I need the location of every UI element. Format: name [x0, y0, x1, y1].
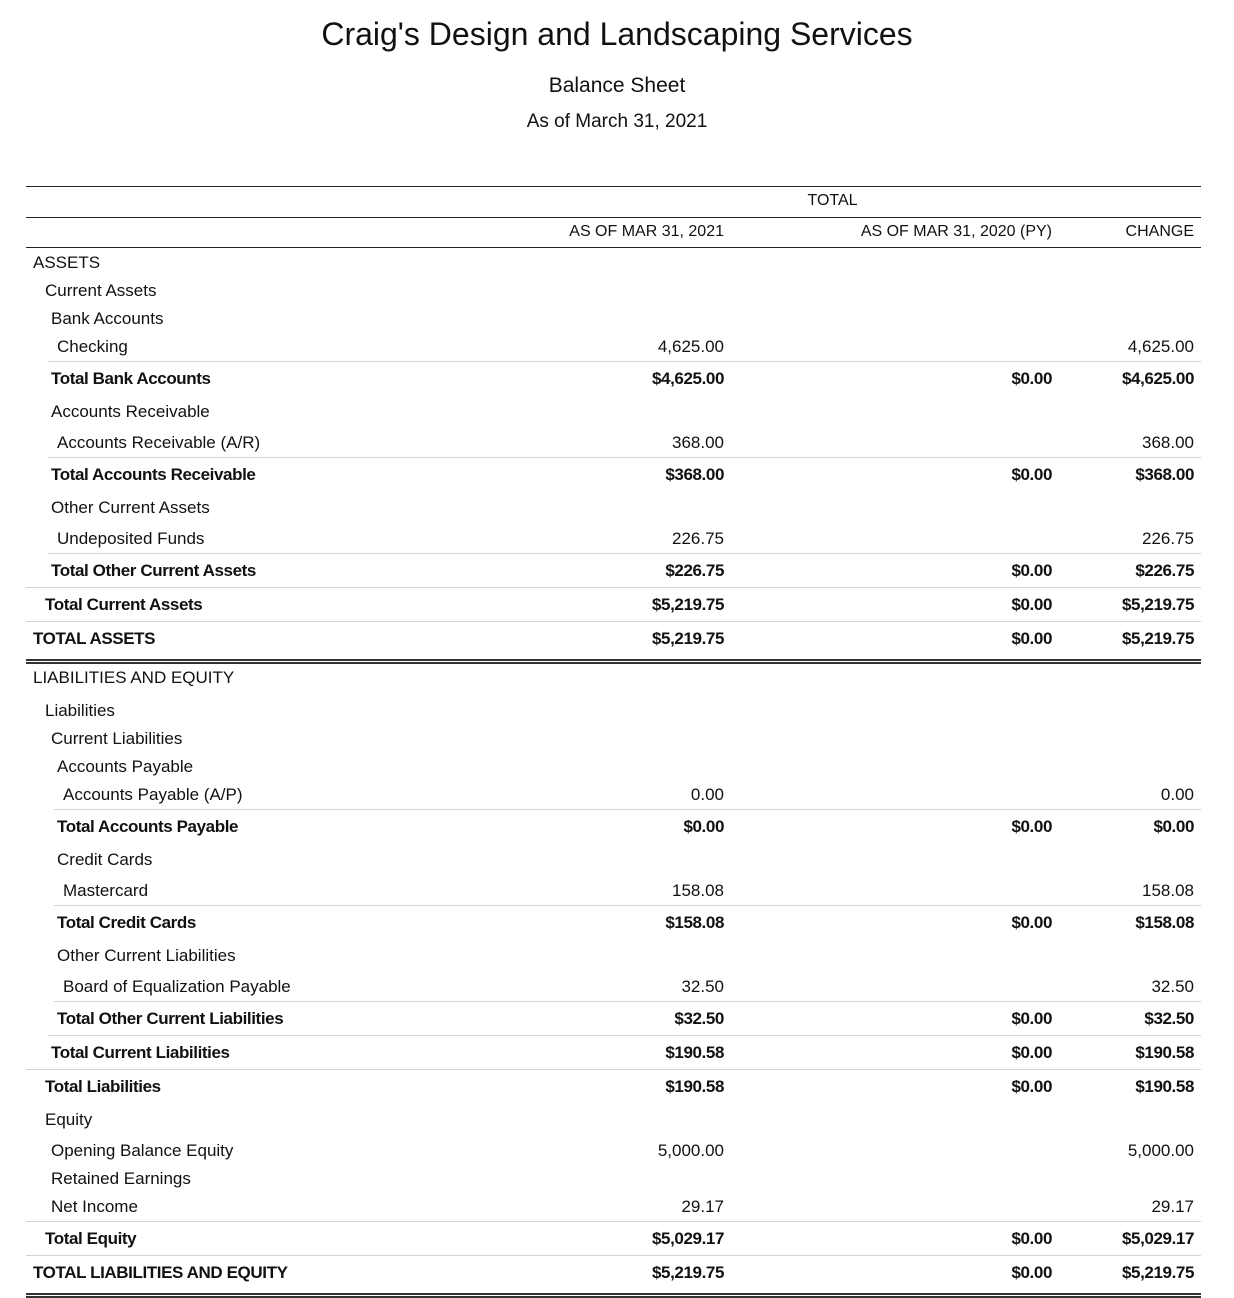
total-row-label: Total Equity: [45, 1229, 137, 1248]
value-prior: $0.00: [1011, 629, 1052, 648]
value-prior: $0.00: [1011, 369, 1052, 388]
value-current: 0.00: [690, 785, 724, 804]
row-separator: [26, 1221, 1201, 1222]
report-title: Balance Sheet: [548, 74, 686, 97]
row-separator: [26, 1255, 1201, 1256]
value-change: 4,625.00: [1127, 337, 1194, 356]
value-change: $368.00: [1135, 465, 1194, 484]
value-prior: $0.00: [1011, 817, 1052, 836]
value-change: 368.00: [1142, 433, 1194, 452]
row-separator: [48, 553, 1201, 554]
section-label: Current Liabilities: [51, 729, 183, 748]
value-prior: $0.00: [1011, 561, 1052, 580]
value-current: 368.00: [672, 433, 724, 452]
section-label: LIABILITIES AND EQUITY: [33, 668, 235, 687]
value-change: 5,000.00: [1127, 1141, 1194, 1160]
report-date: As of March 31, 2021: [526, 111, 708, 132]
column-header-current: AS OF MAR 31, 2021: [569, 223, 724, 240]
total-row-label: TOTAL ASSETS: [33, 629, 156, 648]
account-label: Retained Earnings: [51, 1169, 191, 1188]
value-current: $5,219.75: [651, 1263, 724, 1282]
value-prior: $0.00: [1011, 1077, 1052, 1096]
total-row-label: TOTAL LIABILITIES AND EQUITY: [33, 1263, 288, 1282]
column-header-rule: [26, 247, 1201, 248]
account-label: Checking: [57, 337, 128, 356]
section-label: Current Assets: [45, 281, 157, 300]
value-current: $368.00: [665, 465, 724, 484]
value-change: 32.50: [1151, 977, 1194, 996]
total-row-label: Total Accounts Receivable: [51, 465, 256, 484]
total-row-label: Total Other Current Assets: [51, 561, 256, 580]
row-separator: [54, 809, 1201, 810]
row-separator: [54, 1001, 1201, 1002]
double-rule: [26, 1293, 1201, 1298]
value-change: $32.50: [1144, 1009, 1194, 1028]
company-name: Craig's Design and Landscaping Services: [321, 16, 913, 52]
value-change: $5,029.17: [1121, 1229, 1194, 1248]
column-header-change: CHANGE: [1125, 223, 1194, 240]
value-current: $4,625.00: [651, 369, 724, 388]
row-separator: [26, 587, 1201, 588]
row-separator: [48, 1035, 1201, 1036]
account-label: Mastercard: [63, 881, 149, 900]
value-change: $5,219.75: [1121, 629, 1194, 648]
value-current: 158.08: [672, 881, 724, 900]
table-top-rule: [26, 186, 1201, 187]
value-change: 29.17: [1151, 1197, 1194, 1216]
value-change: 158.08: [1142, 881, 1194, 900]
section-label: Liabilities: [45, 701, 115, 720]
value-current: $5,219.75: [651, 595, 724, 614]
section-label: Bank Accounts: [51, 309, 164, 328]
value-change: 0.00: [1160, 785, 1194, 804]
section-label: Accounts Receivable: [51, 402, 210, 421]
value-prior: $0.00: [1011, 595, 1052, 614]
column-group-header: TOTAL: [807, 192, 858, 209]
value-prior: $0.00: [1011, 465, 1052, 484]
column-group-rule: [26, 217, 1201, 218]
account-label: Accounts Payable (A/P): [63, 785, 243, 804]
value-change: 226.75: [1142, 529, 1194, 548]
section-label: Accounts Payable: [57, 757, 194, 776]
value-change: $0.00: [1153, 817, 1194, 836]
section-label: Other Current Assets: [51, 498, 210, 517]
value-current: 5,000.00: [657, 1141, 724, 1160]
value-current: 32.50: [681, 977, 724, 996]
value-current: $5,219.75: [651, 629, 724, 648]
section-label: Other Current Liabilities: [57, 946, 236, 965]
value-current: 4,625.00: [657, 337, 724, 356]
value-current: 226.75: [672, 529, 724, 548]
account-label: Accounts Receivable (A/R): [57, 433, 261, 452]
value-change: $190.58: [1135, 1077, 1194, 1096]
value-change: $190.58: [1135, 1043, 1194, 1062]
value-prior: $0.00: [1011, 1043, 1052, 1062]
value-current: $158.08: [665, 913, 724, 932]
total-row-label: Total Current Assets: [45, 595, 203, 614]
value-change: $158.08: [1135, 913, 1194, 932]
total-row-label: Total Accounts Payable: [57, 817, 239, 836]
column-header-prior: AS OF MAR 31, 2020 (PY): [860, 223, 1052, 240]
value-current: $32.50: [674, 1009, 724, 1028]
value-change: $5,219.75: [1121, 1263, 1194, 1282]
account-label: Net Income: [51, 1197, 138, 1216]
row-separator: [54, 905, 1201, 906]
value-prior: $0.00: [1011, 1009, 1052, 1028]
value-prior: $0.00: [1011, 1229, 1052, 1248]
value-prior: $0.00: [1011, 913, 1052, 932]
total-row-label: Total Other Current Liabilities: [57, 1009, 284, 1028]
total-row-label: Total Bank Accounts: [51, 369, 211, 388]
value-current: $190.58: [665, 1043, 724, 1062]
value-change: $226.75: [1135, 561, 1194, 580]
value-current: $190.58: [665, 1077, 724, 1096]
row-separator: [48, 361, 1201, 362]
value-current: $5,029.17: [651, 1229, 724, 1248]
account-label: Board of Equalization Payable: [63, 977, 291, 996]
value-prior: $0.00: [1011, 1263, 1052, 1282]
section-label: Equity: [45, 1110, 93, 1129]
section-label: Credit Cards: [57, 850, 153, 869]
total-row-label: Total Liabilities: [45, 1077, 161, 1096]
value-change: $4,625.00: [1121, 369, 1194, 388]
total-row-label: Total Credit Cards: [57, 913, 196, 932]
section-label: ASSETS: [33, 253, 101, 272]
value-current: $226.75: [665, 561, 724, 580]
row-separator: [26, 1069, 1201, 1070]
account-label: Opening Balance Equity: [51, 1141, 234, 1160]
row-separator: [26, 621, 1201, 622]
row-separator: [48, 457, 1201, 458]
value-current: $0.00: [683, 817, 724, 836]
account-label: Undeposited Funds: [57, 529, 205, 548]
total-row-label: Total Current Liabilities: [51, 1043, 230, 1062]
double-rule: [26, 659, 1201, 664]
value-change: $5,219.75: [1121, 595, 1194, 614]
value-current: 29.17: [681, 1197, 724, 1216]
